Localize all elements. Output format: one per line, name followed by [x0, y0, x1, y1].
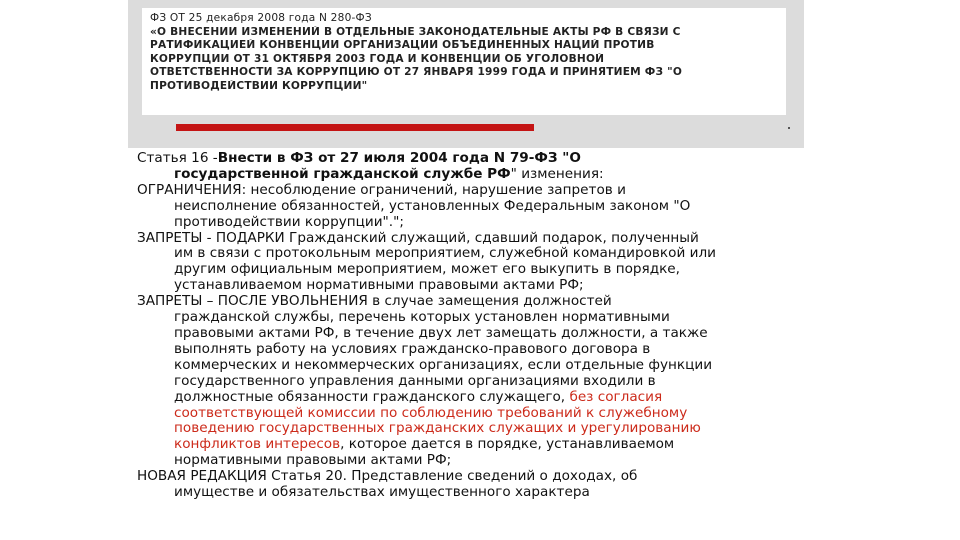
law-title-line: ОТВЕТСТВЕННОСТИ ЗА КОРРУПЦИЮ ОТ 27 ЯНВАРЯ 1999 ГОДА И ПРИНЯТИЕМ ФЗ "О	[150, 66, 683, 79]
dismissal-line: выполнять работу на условиях гражданско-правового договора в	[174, 340, 651, 357]
law-title-line: ПРОТИВОДЕЙСТВИИ КОРРУПЦИИ"	[150, 79, 368, 92]
restrictions-line: ОГРАНИЧЕНИЯ: несоблюдение ограничений, нарушение запретов и	[137, 181, 626, 198]
article-16-line-1	[137, 151, 827, 167]
law-title-line: ФЗ ОТ 25 декабря 2008 года N 280-ФЗ	[150, 12, 372, 24]
law-title-line: «О ВНЕСЕНИИ ИЗМЕНЕНИЙ В ОТДЕЛЬНЫЕ ЗАКОНОДАТЕЛЬНЫЕ АКТЫ РФ В СВЯЗИ С	[150, 25, 681, 38]
dismissal-line	[137, 390, 827, 406]
dismissal-line	[137, 437, 827, 453]
gifts-line: устанавливаемом нормативными правовыми актами РФ;	[174, 277, 584, 294]
dot-mark	[788, 127, 790, 129]
article-16-line-2	[137, 167, 827, 183]
article-16-bold: Внести в ФЗ от 27 июля 2004 года N 79-ФЗ "О	[217, 150, 581, 166]
gifts-line: другим официальным мероприятием, может его выкупить в порядке,	[174, 261, 680, 278]
article-16-bold-2: государственной гражданской службе РФ	[174, 165, 511, 182]
dismissal-text: , которое дается в порядке, устанавливаемом	[340, 436, 675, 453]
dismissal-line: ЗАПРЕТЫ – ПОСЛЕ УВОЛЬНЕНИЯ в случае замещения должностей	[137, 293, 612, 310]
new-edition-line: НОВАЯ РЕДАКЦИЯ Статья 20. Представление сведений о доходах, об	[137, 468, 638, 485]
gifts-line: ЗАПРЕТЫ - ПОДАРКИ Гражданский служащий, сдавший подарок, полученный	[137, 229, 699, 246]
dismissal-line: нормативными правовыми актами РФ;	[174, 452, 452, 469]
dismissal-line: гражданской службы, перечень которых установлен нормативными	[174, 309, 670, 326]
law-title-line: КОРРУПЦИИ ОТ 31 ОКТЯБРЯ 2003 ГОДА И КОНВЕНЦИИ ОБ УГОЛОВНОЙ	[150, 52, 605, 65]
highlighted-text: без согласия	[569, 388, 663, 405]
highlighted-line: соответствующей комиссии по соблюдению требований к служебному	[174, 404, 688, 421]
dismissal-line: коммерческих и некоммерческих организациях, если отдельные функции	[174, 356, 713, 373]
law-title-block	[142, 8, 786, 115]
law-title-line: РАТИФИКАЦИЕЙ КОНВЕНЦИИ ОРГАНИЗАЦИИ ОБЪЕДИНЕННЫХ НАЦИЙ ПРОТИВ	[150, 39, 655, 52]
article-16-prefix: Статья 16 -	[137, 150, 218, 166]
dismissal-line: государственного управления данными организациями входили в	[174, 372, 656, 389]
red-divider-bar	[176, 124, 534, 131]
highlighted-text: конфликтов интересов	[174, 436, 341, 453]
gifts-line: им в связи с протокольным мероприятием, служебной командировкой или	[174, 245, 716, 262]
article-16-suffix: " изменения:	[510, 165, 604, 182]
new-edition-line: имуществе и обязательствах имущественного характера	[174, 484, 590, 501]
article-body	[137, 151, 827, 501]
restrictions-line: противодействии коррупции".";	[174, 213, 404, 230]
dismissal-text: должностные обязанности гражданского служащего,	[174, 388, 570, 405]
highlighted-line: поведению государственных гражданских служащих и урегулированию	[174, 420, 701, 437]
dismissal-line: правовыми актами РФ, в течение двух лет замещать должности, а также	[174, 324, 708, 341]
restrictions-line: неисполнение обязанностей, установленных Федеральным законом "О	[174, 197, 691, 214]
